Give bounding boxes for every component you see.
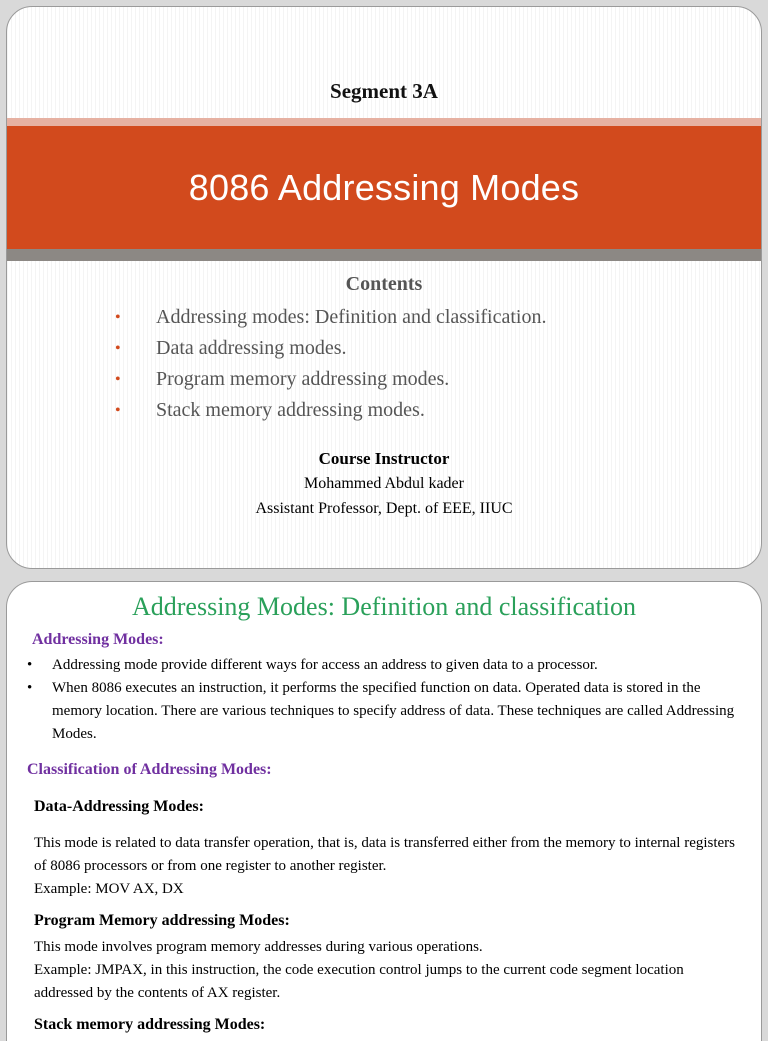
instructor-title: Assistant Professor, Dept. of EEE, IIUC	[255, 500, 513, 517]
instructor-heading: Course Instructor	[318, 449, 450, 468]
program-memory-text: This mode involves program memory addresses during various operations.	[34, 939, 483, 955]
slide-title	[6, 6, 762, 569]
slide-definition	[6, 581, 762, 1041]
title-band	[7, 126, 761, 249]
subheading-addressing-modes: Addressing Modes:	[32, 631, 164, 648]
data-addressing-example: Example: MOV AX, DX	[34, 881, 184, 897]
title-band-bottom-stripe	[7, 249, 761, 261]
bullet-item	[27, 654, 747, 677]
bullet-text: When 8086 executes an instruction, it performs the specified function on data. Operated data is stored in the memory location. There are various techniques to specify address of data. These techniques are called Addressing Modes.	[52, 680, 735, 742]
contents-item-text: Program memory addressing modes.	[156, 368, 450, 390]
contents-item	[115, 364, 546, 395]
contents-item-text: Stack memory addressing modes.	[156, 399, 425, 421]
contents-item	[115, 302, 546, 333]
bullet-icon: •	[27, 657, 33, 673]
contents-list	[115, 302, 546, 426]
bullet-icon: •	[115, 340, 121, 357]
segment-label: Segment 3A	[330, 79, 438, 103]
instructor-name: Mohammed Abdul kader	[304, 475, 464, 492]
title-band-top-stripe	[7, 118, 761, 126]
bullet-icon: •	[115, 371, 121, 388]
program-memory-example: Example: JMPAX, in this instruction, the code execution control jumps to the current code segment location addressed by the contents of AX register.	[34, 962, 684, 1001]
data-addressing-text: This mode is related to data transfer operation, that is, data is transferred either from the memory to internal registers of 8086 processors or from one register to another register.	[34, 835, 736, 874]
stack-memory-heading: Stack memory addressing Modes:	[34, 1016, 266, 1033]
slide-title: Addressing Modes: Definition and classification	[131, 592, 637, 621]
contents-item	[115, 333, 546, 364]
bullet-icon: •	[115, 402, 121, 419]
bullet-text: Addressing mode provide different ways for access an address to given data to a processor.	[52, 657, 598, 673]
contents-item	[115, 395, 546, 426]
contents-item-text: Addressing modes: Definition and classification.	[156, 306, 547, 328]
program-memory-heading: Program Memory addressing Modes:	[34, 912, 290, 929]
contents-heading: Contents	[345, 273, 423, 295]
bullet-icon: •	[115, 309, 121, 326]
presentation-title: 8086 Addressing Modes	[188, 166, 580, 208]
instructor-block	[7, 447, 761, 521]
definition-bullets	[27, 654, 747, 746]
contents-item-text: Data addressing modes.	[156, 337, 347, 359]
bullet-icon: •	[27, 680, 33, 696]
data-addressing-heading: Data-Addressing Modes:	[34, 798, 204, 815]
bullet-item	[27, 677, 747, 746]
subheading-classification: Classification of Addressing Modes:	[27, 761, 272, 778]
